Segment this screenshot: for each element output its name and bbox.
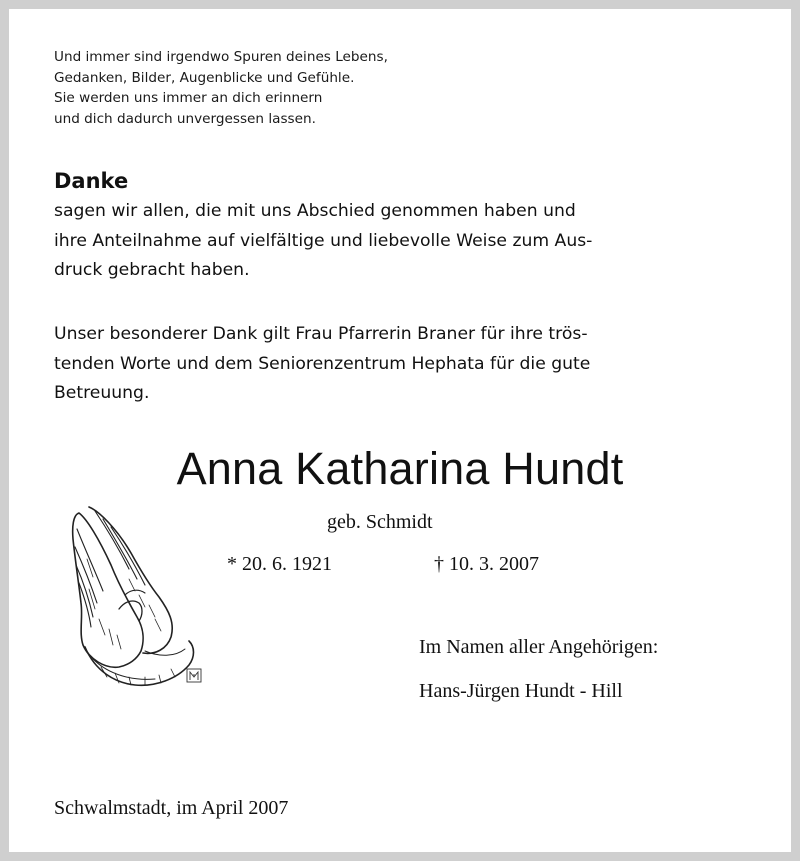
poem-line: Und immer sind irgendwo Spuren deines Lebens,	[54, 49, 388, 65]
place-date: Schwalmstadt, im April 2007	[54, 797, 289, 819]
paragraph-line: tenden Worte und dem Seniorenzentrum Hephata für die gute	[54, 353, 591, 374]
poem-line: und dich dadurch unvergessen lassen.	[54, 110, 316, 127]
poem	[54, 47, 494, 129]
thanks-paragraph-1	[54, 197, 754, 286]
paragraph-line: Unser besonderer Dank gilt Frau Pfarrerin Braner für ihre trös-	[54, 324, 588, 344]
signer-name: Hans-Jürgen Hundt - Hill	[419, 680, 623, 702]
birth-name: geb. Schmidt	[327, 511, 433, 533]
paragraph-line: Betreuung.	[54, 383, 150, 403]
poem-line: Gedanken, Bilder, Augenblicke und Gefühle.	[54, 69, 355, 86]
obituary-notice	[9, 9, 791, 852]
deceased-name: Anna Katharina Hundt	[176, 443, 624, 494]
on-behalf-text: Im Namen aller Angehörigen:	[419, 636, 659, 658]
paragraph-line: ihre Anteilnahme auf vielfältige und liebevolle Weise zum Aus-	[54, 230, 593, 251]
praying-hands-icon	[59, 499, 219, 704]
paragraph-line: druck gebracht haben.	[54, 260, 250, 280]
paragraph-line: sagen wir allen, die mit uns Abschied genommen haben und	[54, 201, 576, 221]
poem-line: Sie werden uns immer an dich erinnern	[54, 90, 323, 106]
thanks-heading: Danke	[54, 169, 129, 193]
birth-date: * 20. 6. 1921	[227, 553, 332, 575]
death-date: † 10. 3. 2007	[434, 553, 539, 575]
thanks-paragraph-2	[54, 320, 754, 409]
